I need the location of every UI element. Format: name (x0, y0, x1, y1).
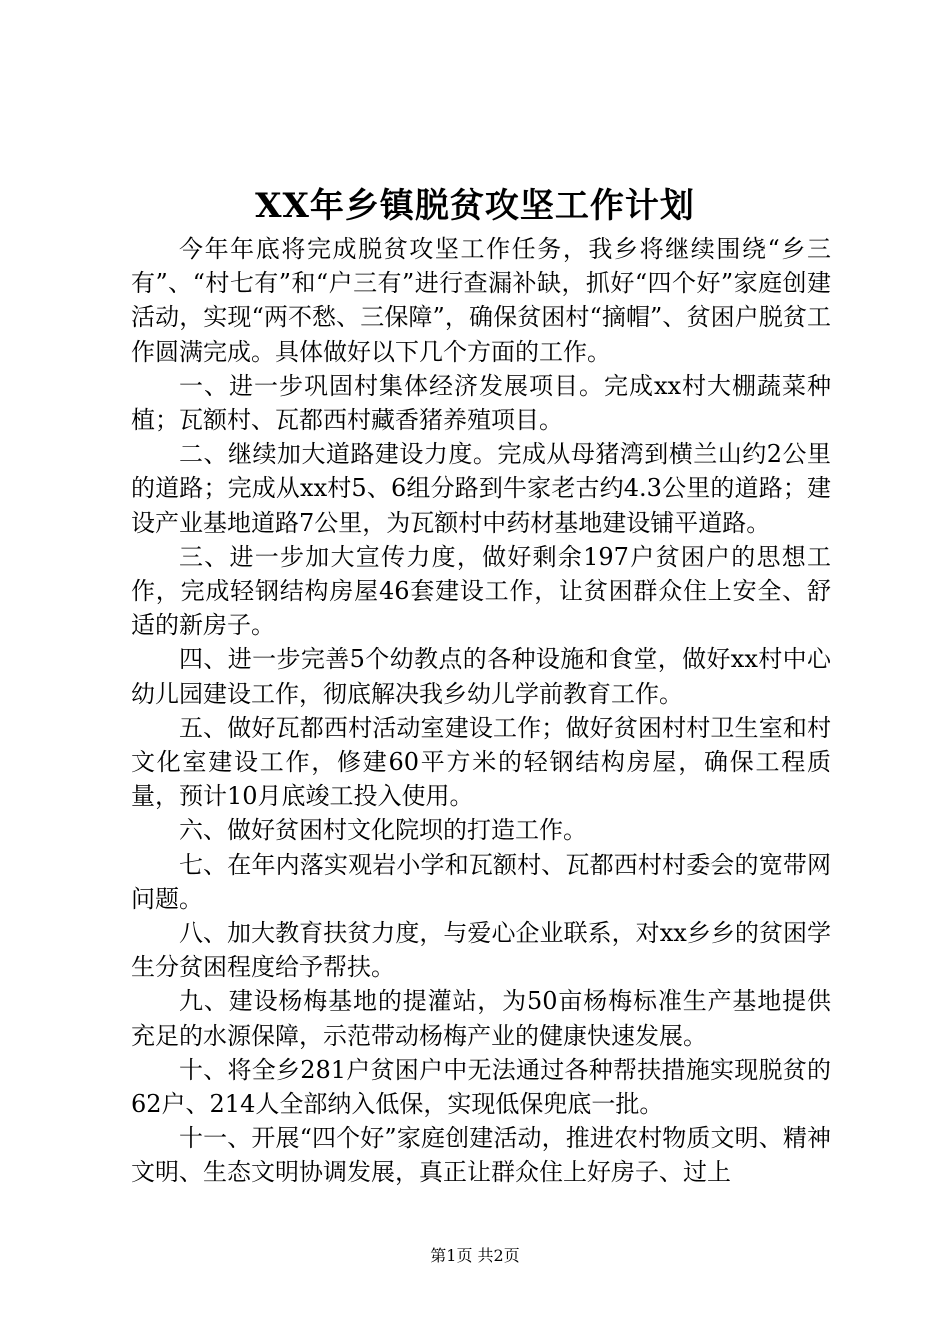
page-number-footer: 第1页 共2页 (430, 1246, 520, 1265)
paragraph-item-2: 二、继续加大道路建设力度。完成从母猪湾到横兰山约2公里的道路；完成从xx村5、6组分路到牛家老古约4.3公里的道路；建设产业基地道路7公里，为瓦额村中药材基地建设铺平道路。 (131, 440, 831, 537)
paragraph-item-4: 四、进一步完善5个幼教点的各种设施和食堂，做好xx村中心幼儿园建设工作，彻底解决我乡幼儿学前教育工作。 (131, 645, 831, 708)
paragraph-item-5: 五、做好瓦都西村活动室建设工作；做好贫困村村卫生室和村文化室建设工作，修建60平方米的轻钢结构房屋，确保工程质量，预计10月底竣工投入使用。 (131, 713, 831, 811)
paragraph-item-1: 一、进一步巩固村集体经济发展项目。完成xx村大棚蔬菜种植；瓦额村、瓦都西村藏香猪养殖项目。 (131, 371, 831, 435)
paragraph-intro: 今年年底将完成脱贫攻坚工作任务，我乡将继续围绕“乡三有”、“村七有”和“户三有”进行查漏补缺，抓好“四个好”家庭创建活动，实现“两不愁、三保障”，确保贫困村“摘帽”、贫困户脱贫工作圆满完成。具体做好以下几个方面的工作。 (131, 235, 831, 366)
paragraph-item-8: 八、加大教育扶贫力度，与爱心企业联系，对xx乡乡的贫困学生分贫困程度给予帮扶。 (131, 919, 831, 982)
paragraph-item-10: 十、将全乡281户贫困户中无法通过各种帮扶措施实现脱贫的62户、214人全部纳入低保，实现低保兜底一批。 (131, 1055, 831, 1119)
document-title: XX年乡镇脱贫攻坚工作计划 (255, 186, 695, 226)
paragraph-item-11: 十一、开展“四个好”家庭创建活动，推进农村物质文明、精神文明、生态文明协调发展，真正让群众住上好房子、过上 (131, 1124, 831, 1187)
document-body (131, 232, 831, 1190)
paragraph-item-7: 七、在年内落实观岩小学和瓦额村、瓦都西村村委会的宽带网问题。 (131, 850, 831, 913)
paragraph-item-9: 九、建设杨梅基地的提灌站，为50亩杨梅标准生产基地提供充足的水源保障，示范带动杨梅产业的健康快速发展。 (131, 987, 831, 1050)
paragraph-item-6: 六、做好贫困村文化院坝的打造工作。 (179, 816, 587, 845)
paragraph-item-3: 三、进一步加大宣传力度，做好剩余197户贫困户的思想工作，完成轻钢结构房屋46套建设工作，让贫困群众住上安全、舒适的新房子。 (131, 542, 831, 640)
